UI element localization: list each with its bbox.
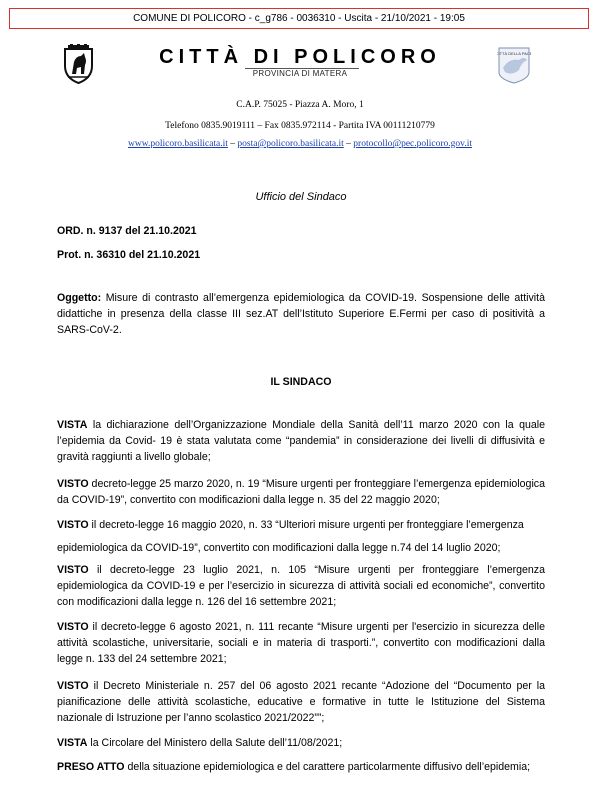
city-name-title: CITTÀ DI POLICORO — [159, 46, 441, 68]
contacts-separator: – — [343, 139, 354, 149]
recital-label: VISTO — [57, 519, 89, 531]
province-name: PROVINCIA DI MATERA — [252, 69, 348, 78]
protocol-stamp — [9, 8, 589, 29]
recital-paragraph — [57, 759, 545, 775]
recital-paragraph — [57, 678, 545, 727]
recital-text: il decreto-legge 16 maggio 2020, n. 33 “Ulteriori misure urgenti per fronteggiare l’emergenza — [88, 519, 524, 531]
recital-paragraph — [57, 735, 545, 751]
website-link[interactable]: www.policoro.basilicata.it — [128, 139, 228, 149]
recital-text: il decreto-legge 23 luglio 2021, n. 105 “Misure urgenti per fronteggiare l’emergenza epidemiologica da COVID-19 e per l’esercizio in sicurezza di attività sociali ed economiche”, convertito con modificazioni dalla legge n. 126 del 16 settembre 2021; — [57, 564, 545, 609]
recital-paragraph — [57, 562, 545, 611]
subject-label: Oggetto: — [57, 292, 102, 304]
protocol-stamp-text: COMUNE DI POLICORO - c_g786 - 0036310 - Uscita - 21/10/2021 - 19:05 — [133, 13, 465, 24]
recital-paragraph — [57, 540, 545, 556]
recital-paragraph — [57, 476, 545, 508]
recital-text: la dichiarazione dell’Organizzazione Mondiale della Sanità dell’11 marzo 2020 con la quale l’epidemia da Covid- 19 è stata valutata come “pandemia” in considerazione dei livelli di diffusività e gravità raggiunti a livello globale; — [57, 419, 545, 464]
city-of-peace-logo-text: CITTÀ DELLA PACE — [497, 51, 531, 56]
recital-text: epidemiologica da COVID-19”, convertito con modificazioni dalla legge n.74 del 14 luglio 2020; — [57, 542, 501, 554]
recital-label: VISTO — [57, 621, 89, 633]
recital-paragraph — [57, 517, 545, 533]
protocol-number: Prot. n. 36310 del 21.10.2021 — [57, 249, 201, 261]
recital-text: il Decreto Ministeriale n. 257 del 06 agosto 2021 recante “Adozione del “Documento per la pianificazione delle attività scolastiche, educative e formative in tutte le Istituzione del Sistema nazionale di Istruzione per l’anno scolastico 2021/2022””; — [57, 680, 545, 725]
recital-paragraph — [57, 619, 545, 668]
recital-paragraph — [57, 417, 545, 466]
recital-label: VISTO — [57, 680, 89, 692]
email-link[interactable]: posta@policoro.basilicata.it — [237, 139, 344, 149]
recital-text: la Circolare del Ministero della Salute dell’11/08/2021; — [87, 737, 343, 749]
recital-label: VISTA — [57, 737, 88, 749]
address-line: C.A.P. 75025 - Piazza A. Moro, 1 — [236, 100, 364, 110]
city-of-peace-logo — [497, 46, 531, 84]
subject-paragraph — [57, 290, 545, 339]
recital-label: VISTA — [57, 419, 88, 431]
section-heading: IL SINDACO — [270, 376, 332, 388]
pec-link[interactable]: protocollo@pec.policoro.gov.it — [353, 139, 472, 149]
recital-label: PRESO ATTO — [57, 761, 125, 773]
recital-label: VISTO — [57, 478, 89, 490]
recital-label: VISTO — [57, 564, 89, 576]
subject-text: Misure di contrasto all’emergenza epidemiologica da COVID-19. Sospensione delle attività didattiche in presenza della classe III sez.AT dell’Istituto Superiore E.Fermi per caso di positività a SARS-CoV-2. — [57, 292, 545, 337]
recital-text: della situazione epidemiologica e del carattere particolarmente diffusivo dell’epidemia; — [124, 761, 531, 773]
recital-text: il decreto-legge 6 agosto 2021, n. 111 recante “Misure urgenti per l'esercizio in sicurezza delle attività scolastiche, universitarie, sociali e in materia di trasporti.”, convertito con modificazioni dalla legge n. 133 del 24 settembre 2021; — [57, 621, 545, 666]
office-name: Ufficio del Sindaco — [255, 191, 347, 203]
recital-text: decreto-legge 25 marzo 2020, n. 19 “Misure urgenti per fronteggiare l’emergenza epidemiologica da COVID-19”, convertito con modificazioni dalla legge n. 35 del 22 maggio 2020; — [57, 478, 545, 507]
contacts-line — [0, 139, 600, 149]
ordinance-number: ORD. n. 9137 del 21.10.2021 — [57, 225, 197, 237]
contacts-separator: – — [227, 139, 238, 149]
phone-line: Telefono 0835.9019111 – Fax 0835.972114 - Partita IVA 00111210779 — [165, 121, 435, 131]
